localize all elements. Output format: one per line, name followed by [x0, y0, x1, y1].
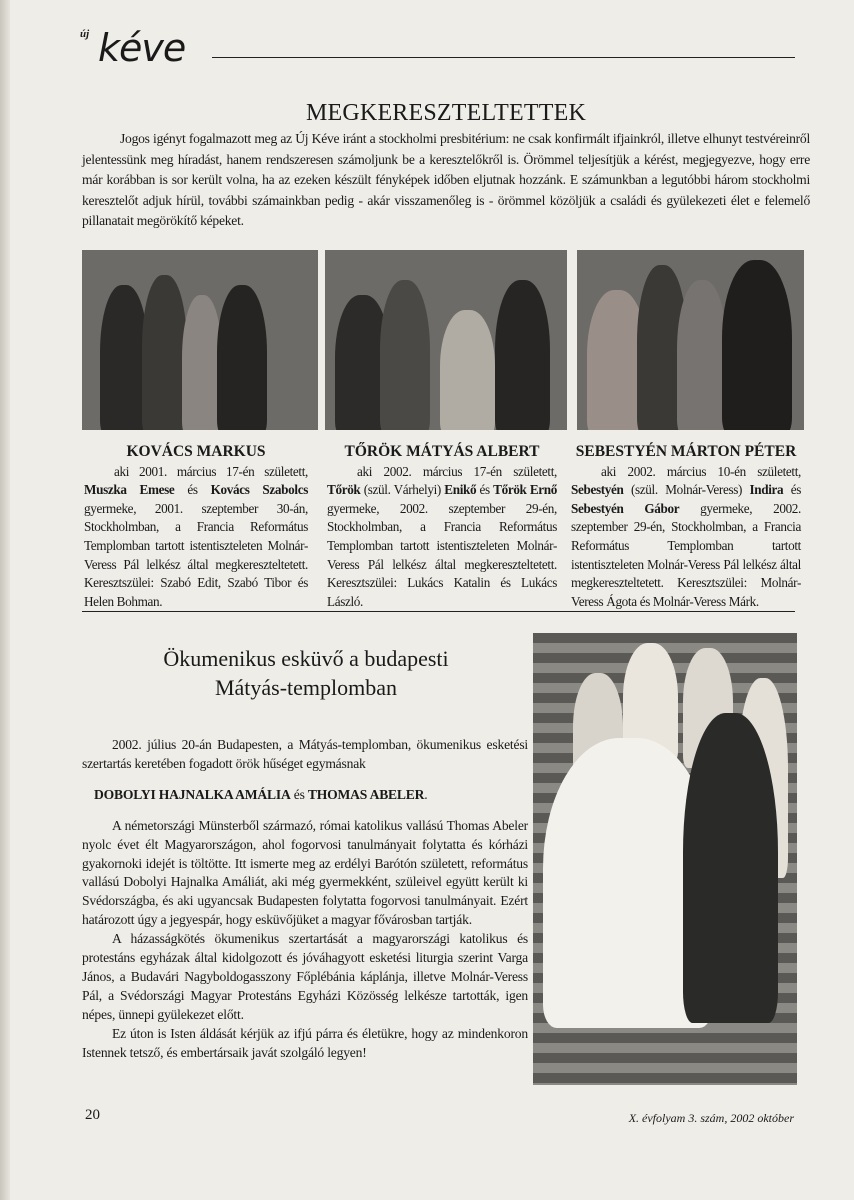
- bold-name: Muszka Emese: [84, 482, 175, 498]
- caption-kovacs: [84, 443, 308, 611]
- text: (szül. Várhelyi): [360, 482, 445, 498]
- photo-kovacs-family: [82, 250, 318, 430]
- text: aki 2002. március 10-én született,: [601, 463, 801, 479]
- bold-name: Enikő: [444, 482, 477, 498]
- text: és: [476, 482, 494, 498]
- text: aki 2002. március 17-én született,: [357, 463, 557, 479]
- text: gyermeke, 2002. szeptember 29-én, Stockholmban, a Francia Református Templomban tartott istentiszteleten Molnár-Veress Pál lelkész által megkereszteltetett. Keresztszülei: Molnár-Veress Ágota és Molnár-Veress Márk.: [571, 500, 801, 609]
- bold-name: Indira: [749, 482, 784, 498]
- caption-name: TŐRÖK MÁTYÁS ALBERT: [344, 443, 540, 460]
- article-title-wedding: [82, 644, 530, 702]
- page-number: 20: [85, 1107, 100, 1123]
- bold-name: Tőrök: [327, 482, 361, 498]
- wedding-article-body: [82, 736, 528, 1063]
- paragraph: 2002. július 20-án Budapesten, a Mátyás-templomban, ökumenikus esketési szertartás keretében fogadott örök hűséget egymásnak: [82, 737, 528, 771]
- caption-name: KOVÁCS MARKUS: [126, 443, 266, 460]
- text: és: [174, 482, 211, 498]
- caption-torok: [327, 443, 557, 611]
- logo-main-text: kéve: [98, 26, 186, 70]
- page-edge: [0, 0, 10, 1200]
- article-intro: Jogos igényt fogalmazott meg az Új Kéve iránt a stockholmi presbitérium: ne csak konfirmált ifjainkról, illetve elhunyt testvéreinről jelentessünk meg híradást, hanem rendszeresen számoljunk be a keresztelőkről is. Örömmel teljesítjük a kérést, megjegyezve, hogy erre már korábban is sor került volna, ha az ezeken készült fényképek időben eljutnak hozzánk. E számunkban a legutóbbi három stockholmi keresztelőt adjuk hírül, további számainkban pedig - akár visszamenőleg is - örömmel közöljük a családi és gyülekezeti élet e felemelő pillanatait megörökítő képeket.: [82, 131, 810, 228]
- bold-name: Sebestyén: [571, 482, 624, 498]
- text: gyermeke, 2002. szeptember 29-én, Stockholmban, a Francia Református Templomban tartott istentiszteleten Molnár-Veress Pál lelkész által megkereszteltetett. Keresztszülei: Lukács Katalin és Lukács László.: [327, 500, 557, 609]
- photo-sebestyen-family: [577, 250, 804, 430]
- text: és: [290, 786, 308, 802]
- caption-text: [571, 463, 801, 612]
- title-line: Mátyás-templomban: [214, 675, 398, 700]
- title-line: Ökumenikus esküvő a budapesti: [163, 646, 449, 671]
- caption-name: SEBESTYÉN MÁRTON PÉTER: [575, 443, 797, 460]
- header-rule: [212, 57, 795, 58]
- bold-name: Tőrök Ernő: [493, 482, 558, 498]
- issue-info: X. évfolyam 3. szám, 2002 október: [628, 1111, 794, 1125]
- couple-names: [82, 786, 528, 805]
- section-divider: [82, 611, 795, 612]
- text: (szül. Molnár-Veress): [623, 482, 750, 498]
- text: aki 2001. március 17-én született,: [114, 463, 308, 479]
- caption-text: [84, 463, 308, 612]
- bold-name: Kovács Szabolcs: [210, 482, 308, 498]
- caption-sebestyen: [571, 443, 801, 611]
- text: .: [424, 786, 428, 802]
- text: és: [783, 482, 801, 498]
- bride-name: DOBOLYI HAJNALKA AMÁLIA: [94, 786, 291, 802]
- text: gyermeke, 2001. szeptember 30-án, Stockholmban, a Francia Református Templomban tartott istentiszteleten Molnár-Veress Pál lelkész által megkereszteltetett. Keresztszülei: Szabó Edit, Szabó Tibor és Helen Bohman.: [84, 500, 308, 609]
- caption-text: [327, 463, 557, 612]
- paragraph: Ez úton is Isten áldását kérjük az ifjú párra és életükre, hogy az mindenkoron Istennek tetsző, és embertársaik javát szolgáló legyen!: [82, 1025, 528, 1060]
- paragraph: A németországi Münsterből származó, római katolikus vallású Thomas Abeler nyolc évet élt Magyarországon, ahol fogorvosi tanulmányait folytatta és kórházi gyakornoki idejét is töltötte. Itt ismerte meg az erdélyi Barótón született, református vallású Dobolyi Hajnalka Amáliát, aki még gyermekként, szüleivel együtt került ki Svédországba, és aki ugyancsak Budapesten folytatta fogorvosi tanulmányait. Ezért határozott úgy a jegyespár, hogy esküvőjüket a magyar fővárosban tartják.: [82, 817, 528, 928]
- groom-name: THOMAS ABELER: [307, 786, 425, 802]
- article-title-baptisms: MEGKERESZTELTETTEK: [305, 100, 586, 126]
- bold-name: Sebestyén Gábor: [571, 500, 680, 516]
- photo-wedding-couple: [533, 633, 797, 1085]
- paragraph: A házasságkötés ökumenikus szertartását a magyarországi katolikus és protestáns egyházak által kidolgozott és jóváhagyott esketési liturgia szerint Varga János, a Budavári Nagyboldogasszony Főplébánia káplánja, illetve Molnár-Veress Pál, a Svédországi Magyar Protestáns Egyházi Közösség lelkésze tartották, igen népes, ünnepi gyülekezet előtt.: [82, 931, 528, 1022]
- logo-small-text: új: [80, 28, 90, 40]
- photo-torok-family: [325, 250, 567, 430]
